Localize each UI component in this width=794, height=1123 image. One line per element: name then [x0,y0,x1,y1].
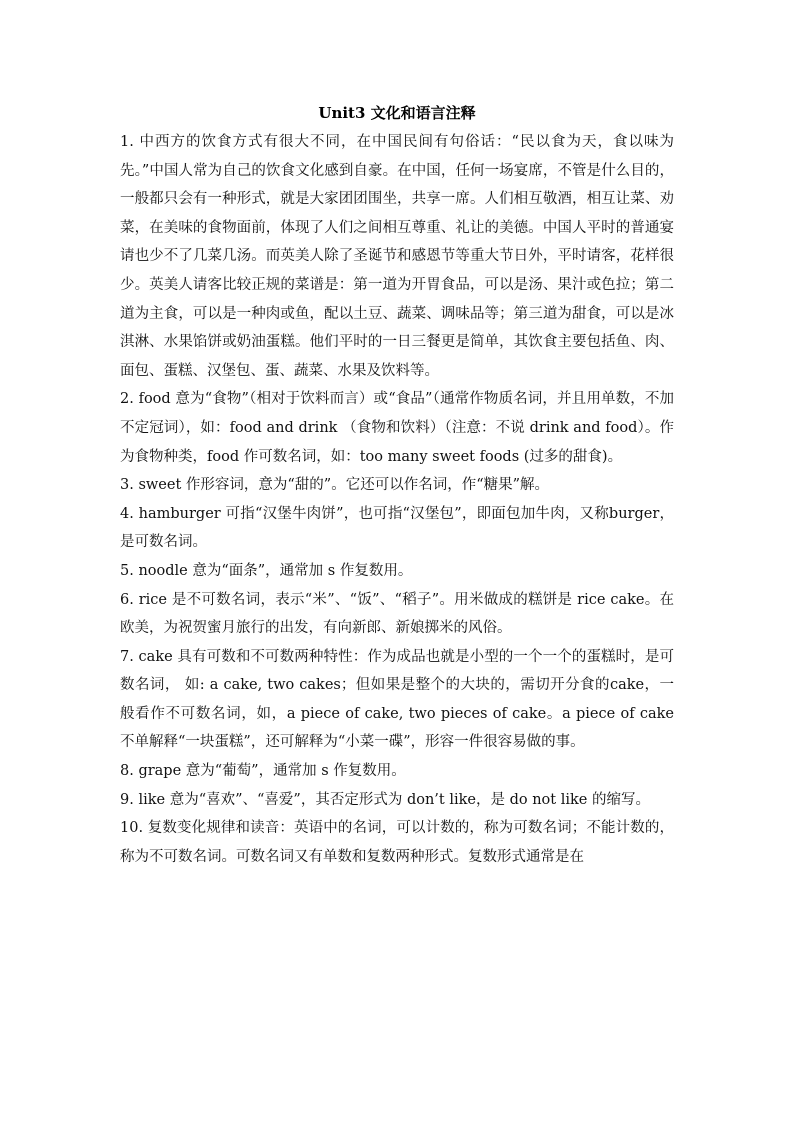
note-paragraph-10: 10. 复数变化规律和读音：英语中的名词，可以计数的，称为可数名词；不能计数的，称为不可数名词。可数名词又有单数和复数两种形式。复数形式通常是在 [120,820,674,865]
note-paragraph-7: 7. cake 具有可数和不可数两种特性：作为成品也就是小型的一个一个的蛋糕时，是可数名词， 如: a cake, two cakes；但如果是整个的大块的，需切开分食的cake，一般看作不可数名词，如，a piece of cake, two pieces of cake。a piece of cake 不单解释“一块蛋糕”，还可解释为“小菜一碟”，形容一件很容易做的事。 [120,648,674,751]
note-paragraph-2: 2. food 意为“食物”（相对于饮料而言）或“食品”（通常作物质名词，并且用单数，不加不定冠词），如：food and drink （食物和饮料）（注意：不说 drink and food）。作为食物种类，food 作可数名词，如：too many sweet foods (过多的甜食)。 [120,391,674,465]
page-title: Unit3 文化和语言注释 [318,104,476,122]
document-body [120,128,674,871]
note-paragraph-5: 5. noodle 意为“面条”，通常加 s 作复数用。 [120,562,413,579]
note-paragraph-9: 9. like 意为“喜欢”、“喜爱”，其否定形式为 don’t like，是 do not like 的缩写。 [120,791,650,808]
note-paragraph-1: 1. 中西方的饮食方式有很大不同，在中国民间有句俗话：“民以食为天，食以味为先。”中国人常为自己的饮食文化感到自豪。在中国，任何一场宴席，不管是什么目的，一般都只会有一种形式，就是大家团团围坐，共享一席。人们相互敬酒，相互让菜、劝菜，在美味的食物面前，体现了人们之间相互尊重、礼让的美德。中国人平时的普通宴请也少不了几菜几汤。而英美人除了圣诞节和感恩节等重大节日外，平时请客，花样很少。英美人请客比较正规的菜谱是：第一道为开胃食品，可以是汤、果汁或色拉；第二道为主食，可以是一种肉或鱼，配以土豆、蔬菜、调味品等；第三道为甜食，可以是冰淇淋、水果馅饼或奶油蛋糕。他们平时的一日三餐更是简单，其饮食主要包括鱼、肉、面包、蛋糕、汉堡包、蛋、蔬菜、水果及饮料等。 [120,134,674,379]
note-paragraph-6: 6. rice 是不可数名词，表示“米”、“饭”、“稻子”。用米做成的糕饼是 rice cake。在欧美，为祝贺蜜月旅行的出发，有向新郎、新娘掷米的风俗。 [120,591,674,637]
note-paragraph-8: 8. grape 意为“葡萄”，通常加 s 作复数用。 [120,763,406,780]
note-paragraph-4: 4. hamburger 可指“汉堡牛肉饼”，也可指“汉堡包”，即面包加牛肉，又称burger，是可数名词。 [120,505,674,551]
note-paragraph-3: 3. sweet 作形容词，意为“甜的”。它还可以作名词，作“糖果”解。 [120,477,550,494]
